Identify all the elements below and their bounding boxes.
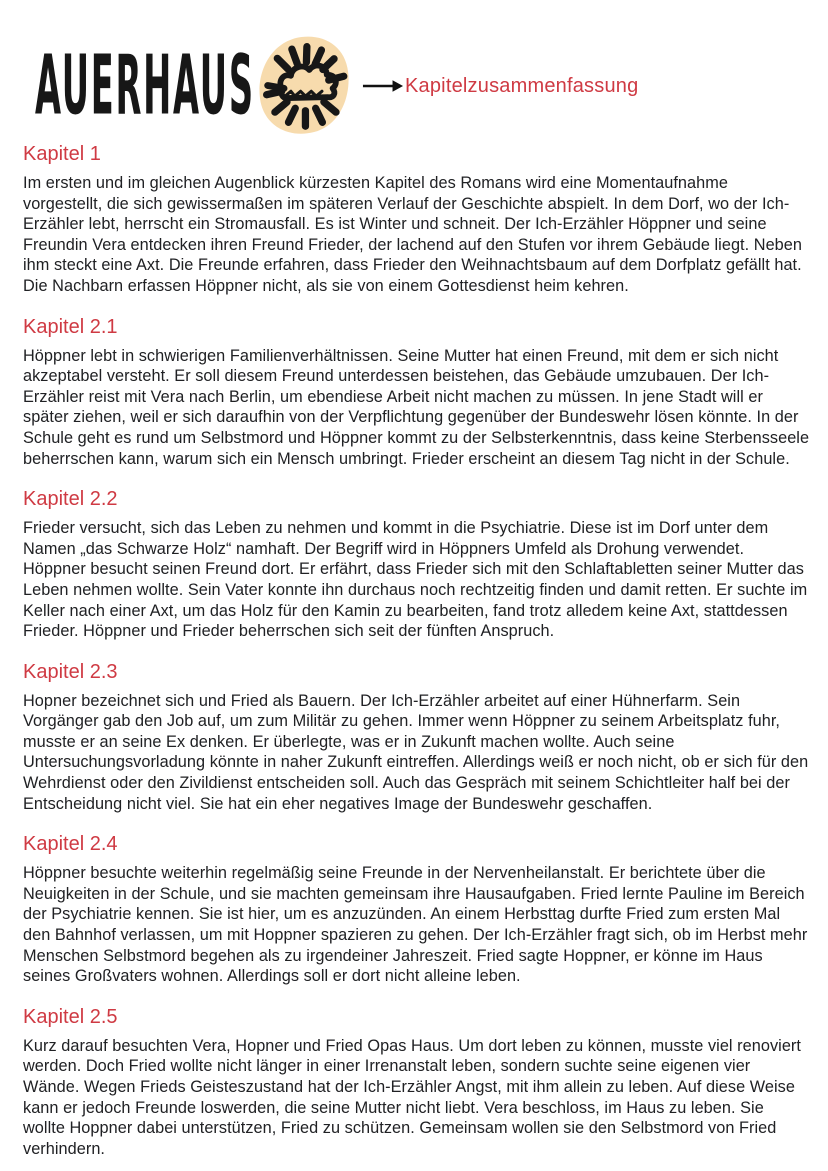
chapter-body: Hopner bezeichnet sich und Fried als Bauern. Der Ich-Erzähler arbeitet auf einer Hühnerfarm. Sein Vorgänger gab den Job auf, um zum Militär zu gehen. Immer wenn Höppner zu seinem Arbeitsplatz fuhr, musste er an seine Ex denken. Er überlegte, was er in Zukunft machen wollte. Auch seine Untersuchungsvorladung könnte in naher Zukunft eintreffen. Allerdings weiß er noch nicht, ob er sich für den Wehrdienst oder den Zivildienst entscheiden soll. Auch das Gespräch mit seinem Schichtleiter half bei der Entscheidung nicht viel. Sie hat ein eher negatives Image der Bundeswehr geschaffen. (23, 691, 809, 813)
chapter-body: Frieder versucht, sich das Leben zu nehmen und kommt in die Psychiatrie. Diese ist im Dorf unter dem Namen „das Schwarze Holz“ namhaft. Der Begriff wird in Höppners Umfeld als Drohung verwendet. Höppner besucht seinen Freund dort. Er erfährt, dass Frieder sich mit den Schlaftabletten seiner Mutter das Leben nehmen wollte. Sein Vater konnte ihn durchaus noch rechtzeitig finden und damit retten. Er suchte im Keller nach einer Axt, um das Holz für den Kamin zu bearbeiten, fand trotz alledem keine Axt, stattdessen Frieder. Höppner und Frieder beherrschen sich seit der fünften Anspruch. (23, 519, 808, 641)
chapter-title: Kapitel 2.3 (23, 660, 118, 683)
chapter-title: Kapitel 2.2 (23, 488, 118, 511)
chapter-body: Im ersten und im gleichen Augenblick kürzesten Kapitel des Romans wird eine Momentaufnahme vorgestellt, die sich gewissermaßen im späteren Verlauf der Geschichte abspielt. In dem Dorf, wo der Ich-Erzähler lebt, herrscht ein Stromausfall. Es ist Winter und schneit. Der Ich-Erzähler Höppner und seine Freundin Vera entdecken ihren Freund Frieder, der lachend auf den Stufen vor ihrem Gebäude liegt. Neben ihm steckt eine Axt. Die Freunde erfahren, dass Frieder den Weihnachtsbaum auf dem Dorfplatz gefällt hat. Die Nachbarn erfassen Höppner nicht, als sie von einem Gottesdienst heim kehren. (23, 174, 802, 295)
brand-text: AUERHAUS (35, 36, 255, 134)
chapter-section-1 (23, 142, 810, 297)
page-title: Kapitelzusammenfassung (405, 74, 639, 97)
brand-logotype (35, 34, 255, 136)
header (23, 34, 810, 136)
chapter-title: Kapitel 2.1 (23, 315, 118, 338)
chapter-section-2-5 (23, 1005, 810, 1160)
chapter-title: Kapitel 2.4 (23, 833, 118, 856)
chapter-section-2-1 (23, 315, 810, 470)
chapter-summaries (23, 142, 810, 1159)
chapter-title: Kapitel 1 (23, 143, 101, 165)
chapter-title: Kapitel 2.5 (23, 1005, 118, 1028)
hedgehog-logo-icon (255, 34, 352, 136)
chapter-section-2-3 (23, 660, 810, 815)
chapter-body: Höppner besuchte weiterhin regelmäßig seine Freunde in der Nervenheilanstalt. Er berichtete über die Neuigkeiten in der Schule, und sie machten gemeinsam ihre Hausaufgaben. Fried lernte Pauline im Bereich der Psychiatrie kennen. Sie ist hier, um es anzuzünden. An einem Herbsttag durfte Fried zum ersten Mal den Bahnhof verlassen, um mit Hoppner spazieren zu gehen. Der Ich-Erzähler fragt sich, ob im Herbst mehr Menschen Selbstmord begehen als zu irgendeiner Jahreszeit. Fried sagte Hoppner, er könne im Haus seines Großvaters wohnen. Allerdings soll er dort nicht alleine leben. (23, 864, 808, 986)
chapter-body: Höppner lebt in schwierigen Familienverhältnissen. Seine Mutter hat einen Freund, mit dem er sich nicht akzeptabel versteht. Er soll diesem Freund unterdessen beistehen, das Gebäude umzubauen. Der Ich-Erzähler reist mit Vera nach Berlin, um ebendiese Arbeit nicht machen zu müssen. In jene Stadt will er später ziehen, weil er sich daraufhin von der Verpflichtung gegenüber der Bundeswehr lösen könnte. In der Schule geht es rund um Selbstmord und Höppner kommt zu der Selbsterkenntnis, dass keine Sterbensseele beherrschen kann, warum sich ein Mensch umbringt. Frieder erscheint an diesem Tag nicht in der Schule. (23, 346, 810, 468)
arrow-right-icon (362, 78, 404, 94)
chapter-body: Kurz darauf besuchten Vera, Hopner und Fried Opas Haus. Um dort leben zu können, musste viel renoviert werden. Doch Fried wollte nicht länger in einer Irrenanstalt leben, sondern suchte seine eigenen vier Wände. Wegen Frieds Geisteszustand hat der Ich-Erzähler Angst, mit ihm allein zu leben. Auf diese Weise kann er jedoch Freunde loswerden, die seine Mutter nicht liebt. Vera beschloss, im Haus zu leben. Sie wollte Hoppner dabei unterstützen, Fried zu schützen. Gemeinsam wollen sie den Selbstmord von Fried verhindern. (23, 1036, 801, 1158)
chapter-section-2-2 (23, 487, 810, 642)
chapter-section-2-4 (23, 832, 810, 987)
